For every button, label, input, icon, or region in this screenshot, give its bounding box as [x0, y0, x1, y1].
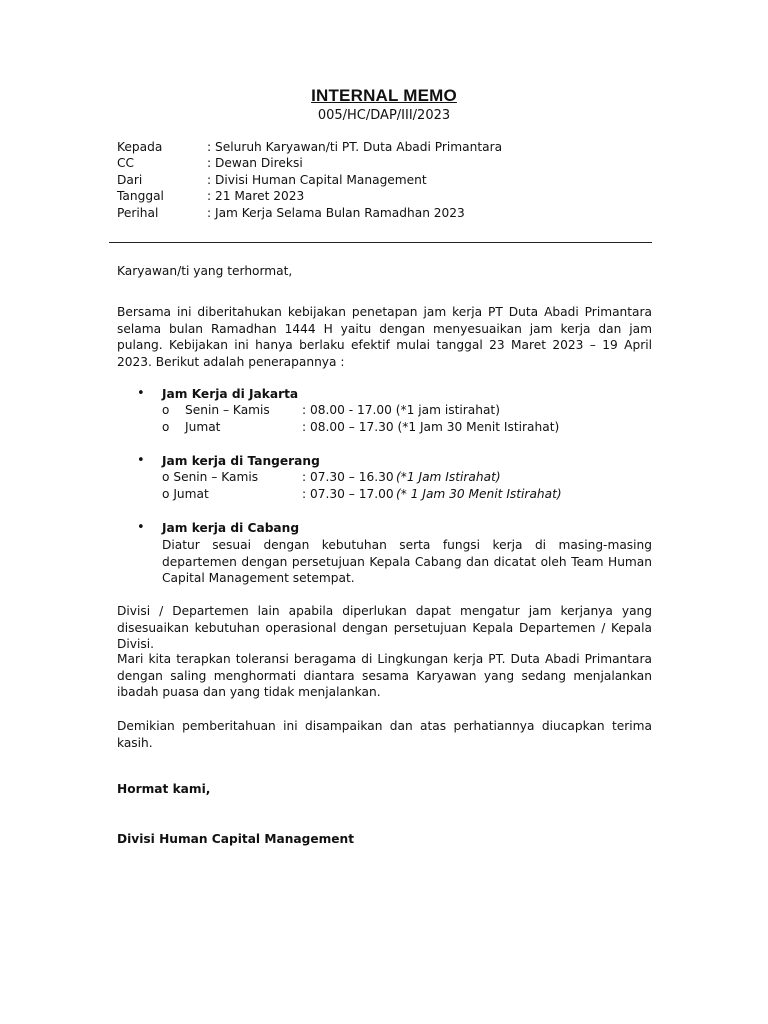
header-value-dari: : Divisi Human Capital Management [207, 173, 427, 187]
cabang-description: Diatur sesuai dengan kebutuhan serta fungsi kerja di masing-masing departemen dengan persetujuan Kepala Cabang dan dicatat oleh Team Human Capital Management setempat. [162, 538, 652, 586]
intro-paragraph: Bersama ini diberitahukan kebijakan penetapan jam kerja PT Duta Abadi Primantara selama bulan Ramadhan 1444 H yaitu dengan menyesuaikan jam kerja dan jam pulang. Kebijakan ini hanya berlaku efektif mulai tanggal 23 Maret 2023 – 19 April 2023. Berikut adalah penerapannya : [117, 305, 652, 369]
jakarta-day-senin-kamis: Senin – Kamis [185, 403, 270, 417]
jakarta-time-jumat: : 08.00 – 17.30 (*1 Jam 30 Menit Istirahat) [302, 420, 560, 434]
tangerang-day-jumat: o Jumat [162, 487, 209, 501]
header-label-dari: Dari [117, 173, 143, 187]
sub-bullet-icon: o [162, 403, 170, 417]
tangerang-note-jumat: (* 1 Jam 30 Menit Istirahat) [396, 487, 562, 501]
header-label-tanggal: Tanggal [117, 189, 164, 203]
signoff: Hormat kami, [117, 782, 211, 796]
header-value-cc: : Dewan Direksi [207, 156, 303, 170]
salutation: Karyawan/ti yang terhormat, [117, 264, 293, 278]
header-label-cc: CC [117, 156, 135, 170]
tangerang-note-senin-kamis: (*1 Jam Istirahat) [396, 470, 501, 484]
toleransi-paragraph: Mari kita terapkan toleransi beragama di Lingkungan kerja PT. Duta Abadi Primantara dengan saling menghormati diantara sesama Karyawan yang sedang menjalankan ibadah puasa dan yang tidak menjalankan. [117, 652, 652, 700]
header-value-kepada: : Seluruh Karyawan/ti PT. Duta Abadi Primantara [207, 140, 503, 154]
sub-bullet-icon: o [162, 420, 170, 434]
jakarta-day-jumat: Jumat [185, 420, 221, 434]
bullet-icon: • [137, 386, 145, 401]
header-label-perihal: Perihal [117, 206, 159, 220]
header-divider [109, 242, 652, 243]
jakarta-time-senin-kamis: : 08.00 - 17.00 (*1 jam istirahat) [302, 403, 500, 417]
memo-title: INTERNAL MEMO [311, 86, 457, 105]
header-label-kepada: Kepada [117, 140, 163, 154]
signature: Divisi Human Capital Management [117, 832, 355, 846]
closing-paragraph: Demikian pemberitahuan ini disampaikan dan atas perhatiannya diucapkan terima kasih. [117, 719, 652, 750]
section-title-jakarta: Jam Kerja di Jakarta [162, 387, 299, 401]
tangerang-time-senin-kamis: : 07.30 – 16.30 [302, 470, 394, 484]
tangerang-time-jumat: : 07.30 – 17.00 [302, 487, 394, 501]
header-value-tanggal: : 21 Maret 2023 [207, 189, 305, 203]
bullet-icon: • [137, 520, 145, 535]
section-title-tangerang: Jam kerja di Tangerang [162, 454, 320, 468]
bullet-icon: • [137, 453, 145, 468]
section-title-cabang: Jam kerja di Cabang [162, 521, 300, 535]
divisi-paragraph: Divisi / Departemen lain apabila diperlukan dapat mengatur jam kerjanya yang disesuaikan kebutuhan operasional dengan persetujuan Kepala Departemen / Kepala Divisi. [117, 604, 652, 652]
header-value-perihal: : Jam Kerja Selama Bulan Ramadhan 2023 [207, 206, 465, 220]
tangerang-day-senin-kamis: o Senin – Kamis [162, 470, 259, 484]
memo-reference-number: 005/HC/DAP/III/2023 [317, 108, 451, 123]
